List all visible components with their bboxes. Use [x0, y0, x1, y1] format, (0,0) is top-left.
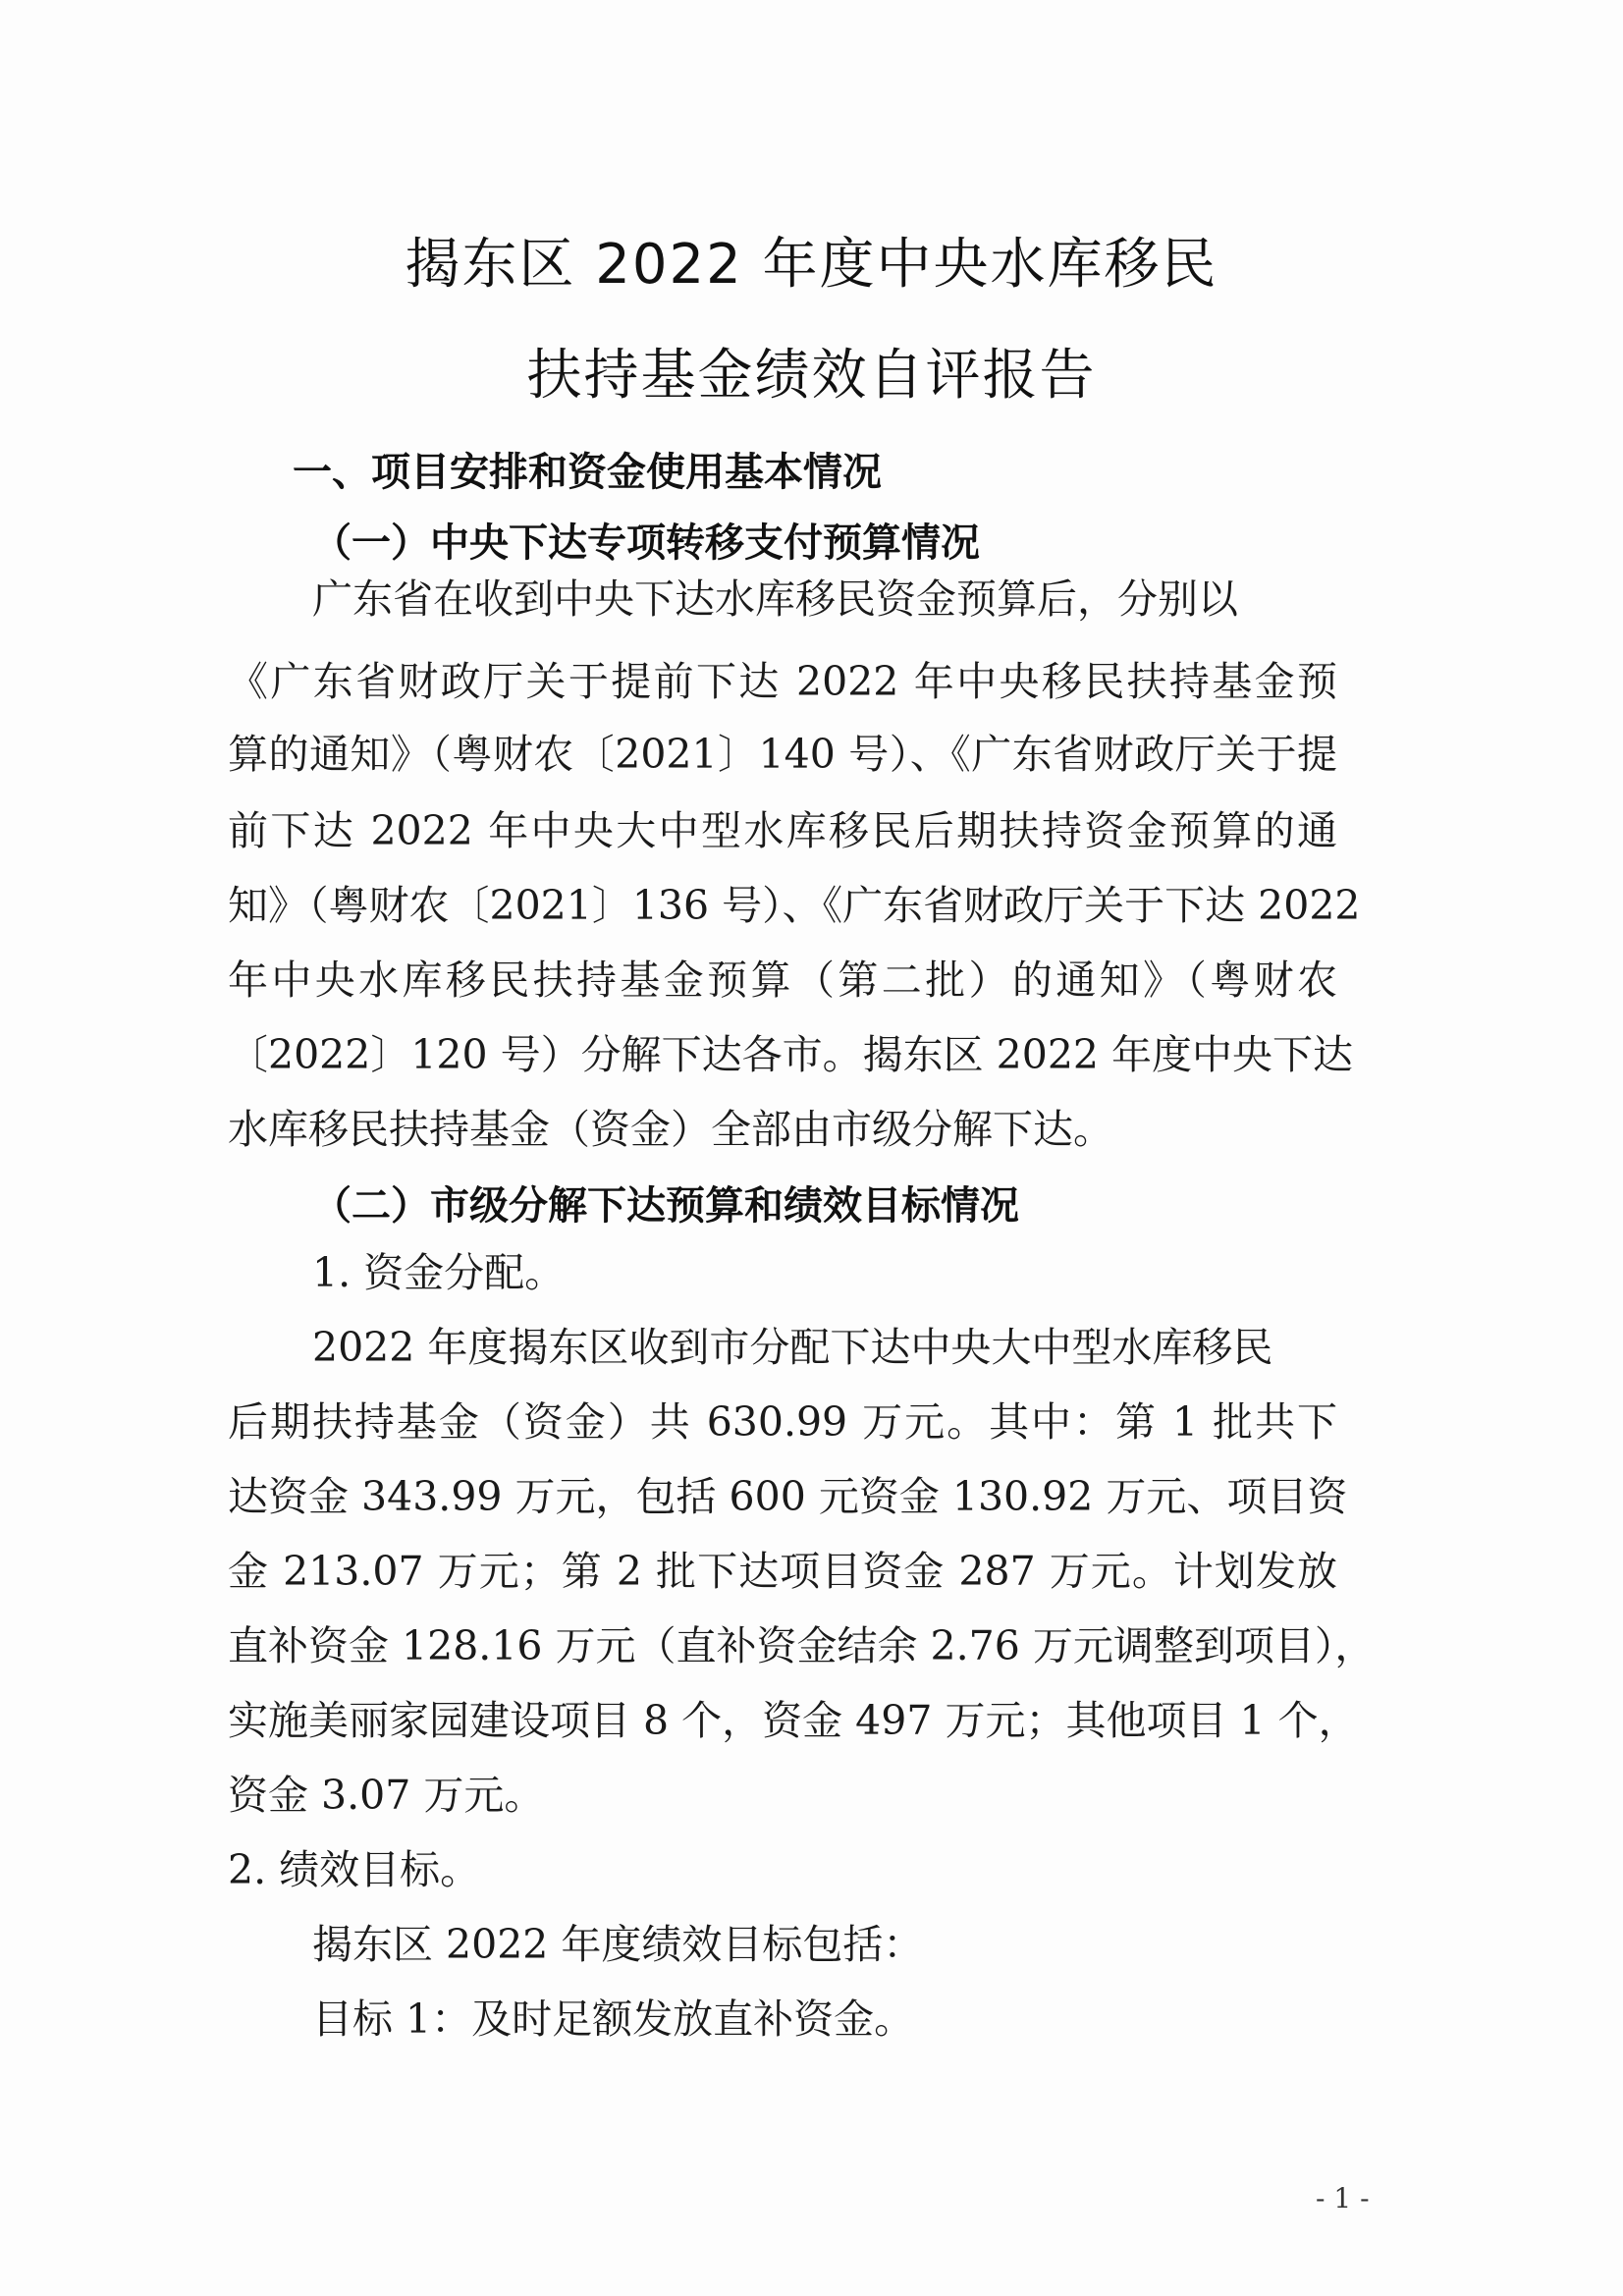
- page-number: - 1 -: [1316, 2182, 1370, 2214]
- paragraph-2-line: 实施美丽家园建设项目 8 个，资金 497 万元；其他项目 1 个，: [228, 1697, 1359, 1744]
- paragraph-2-line: 2022 年度揭东区收到市分配下达中央大中型水库移民: [312, 1324, 1273, 1371]
- paragraph-1-line: 前下达 2022 年中央大中型水库移民后期扶持资金预算的通: [228, 807, 1337, 854]
- item-2-heading: 2. 绩效目标。: [228, 1846, 481, 1893]
- goal-1-line: 目标 1：及时足额发放直补资金。: [312, 1995, 915, 2043]
- paragraph-1-line: 广东省在收到中央下达水库移民资金预算后，分别以: [312, 575, 1238, 623]
- paragraph-3-line: 揭东区 2022 年度绩效目标包括：: [312, 1921, 924, 1968]
- paragraph-1-line: 年中央水库移民扶持基金预算（第二批）的通知》（粤财农: [228, 957, 1337, 1004]
- subsection-2-heading: （二）市级分解下达预算和绩效目标情况: [312, 1183, 1019, 1229]
- paragraph-1-line: 〔2022〕120 号）分解下达各市。揭东区 2022 年度中央下达: [228, 1031, 1354, 1078]
- paragraph-2-line: 后期扶持基金（资金）共 630.99 万元。其中：第 1 批共下: [228, 1398, 1337, 1446]
- paragraph-1-line: 算的通知》（粤财农〔2021〕140 号）、《广东省财政厅关于提: [228, 731, 1337, 778]
- title-line-1: 揭东区 2022 年度中央水库移民: [405, 233, 1218, 297]
- title-line-2: 扶持基金绩效自评报告: [526, 344, 1097, 408]
- paragraph-2-line: 直补资金 128.16 万元（直补资金结余 2.76 万元调整到项目），: [228, 1622, 1376, 1669]
- paragraph-1-line: 《广东省财政厅关于提前下达 2022 年中央移民扶持基金预: [228, 658, 1337, 705]
- paragraph-2-line: 金 213.07 万元；第 2 批下达项目资金 287 万元。计划发放: [228, 1548, 1337, 1595]
- paragraph-1-line: 知》（粤财农〔2021〕136 号）、《广东省财政厅关于下达 2022: [228, 882, 1361, 929]
- section-1-heading: 一、项目安排和资金使用基本情况: [293, 450, 882, 495]
- paragraph-1-line: 水库移民扶持基金（资金）全部由市级分解下达。: [228, 1106, 1113, 1153]
- paragraph-2-line: 达资金 343.99 万元，包括 600 元资金 130.92 万元、项目资: [228, 1473, 1348, 1520]
- paragraph-2-line: 资金 3.07 万元。: [228, 1772, 545, 1819]
- item-1-heading: 1. 资金分配。: [312, 1249, 566, 1296]
- subsection-1-heading: （一）中央下达专项转移支付预算情况: [312, 520, 980, 566]
